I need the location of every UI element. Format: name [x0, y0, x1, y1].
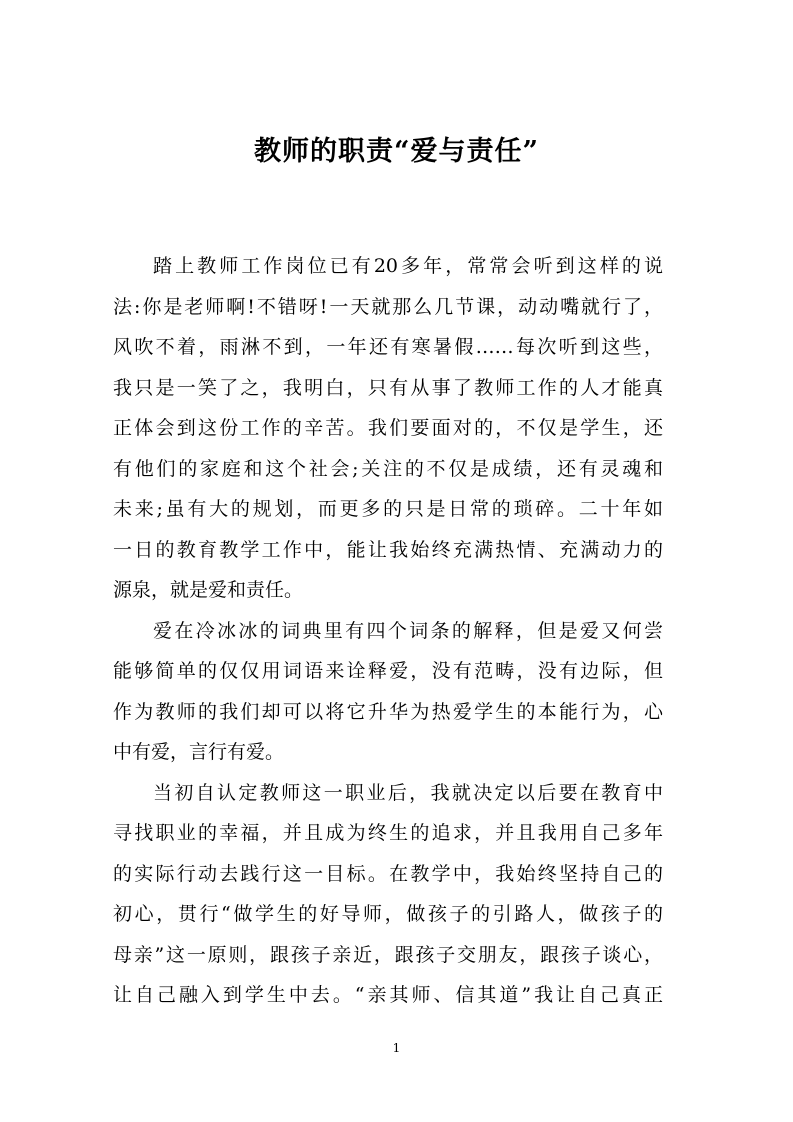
document-body — [113, 246, 663, 1016]
paragraph-2-line-1: 爱在冷冰冰的词典里有四个词条的解释，但是爱又何尝 — [153, 619, 663, 642]
paragraph-1-line-9: 源泉，就是爱和责任。 — [113, 579, 304, 601]
paragraph-3-line-2: 寻找职业的幸福，并且成为终生的追求，并且我用自己多年 — [113, 822, 663, 844]
paragraph-3-line-4: 初心，贯行“做学生的好导师，做孩子的引路人，做孩子的 — [113, 903, 663, 925]
paragraph-1-line-6: 有他们的家庭和这个社会;关注的不仅是成绩，还有灵魂和 — [113, 457, 663, 480]
paragraph-1-line-8: 一日的教育教学工作中，能让我始终充满热情、充满动力的 — [113, 538, 663, 561]
page-number: 1 — [392, 1041, 401, 1055]
paragraph-3-line-1: 当初自认定教师这一职业后，我就决定以后要在教育中 — [153, 781, 663, 804]
paragraph-2-line-2: 能够简单的仅仅用词语来诠释爱，没有范畴，没有边际，但 — [113, 660, 663, 682]
paragraph-1-line-7: 未来;虽有大的规划，而更多的只是日常的琐碎。二十年如 — [113, 498, 663, 520]
paragraph-1-line-1: 踏上教师工作岗位已有20多年，常常会听到这样的说 — [153, 255, 663, 277]
paragraph-1-line-3: 风吹不着，雨淋不到，一年还有寒暑假……每次听到这些， — [113, 336, 663, 358]
paragraph-3-line-6: 让自己融入到学生中去。“亲其师、信其道”我让自己真正 — [113, 984, 663, 1006]
paragraph-2-line-4: 中有爱，言行有爱。 — [113, 741, 285, 763]
document-title: 教师的职责“爱与责任” — [253, 136, 540, 167]
paragraph-2-line-3: 作为教师的我们却可以将它升华为热爱学生的本能行为，心 — [113, 700, 663, 723]
paragraph-1-line-2: 法:你是老师啊!不错呀!一天就那么几节课，动动嘴就行了， — [113, 295, 663, 318]
paragraph-3-line-5: 母亲”这一原则，跟孩子亲近，跟孩子交朋友，跟孩子谈心， — [113, 943, 663, 966]
paragraph-1-line-4: 我只是一笑了之，我明白，只有从事了教师工作的人才能真 — [113, 376, 663, 399]
paragraph-3-line-3: 的实际行动去践行这一目标。在教学中，我始终坚持自己的 — [113, 862, 663, 885]
paragraph-1-line-5: 正体会到这份工作的辛苦。我们要面对的，不仅是学生，还 — [113, 417, 663, 439]
